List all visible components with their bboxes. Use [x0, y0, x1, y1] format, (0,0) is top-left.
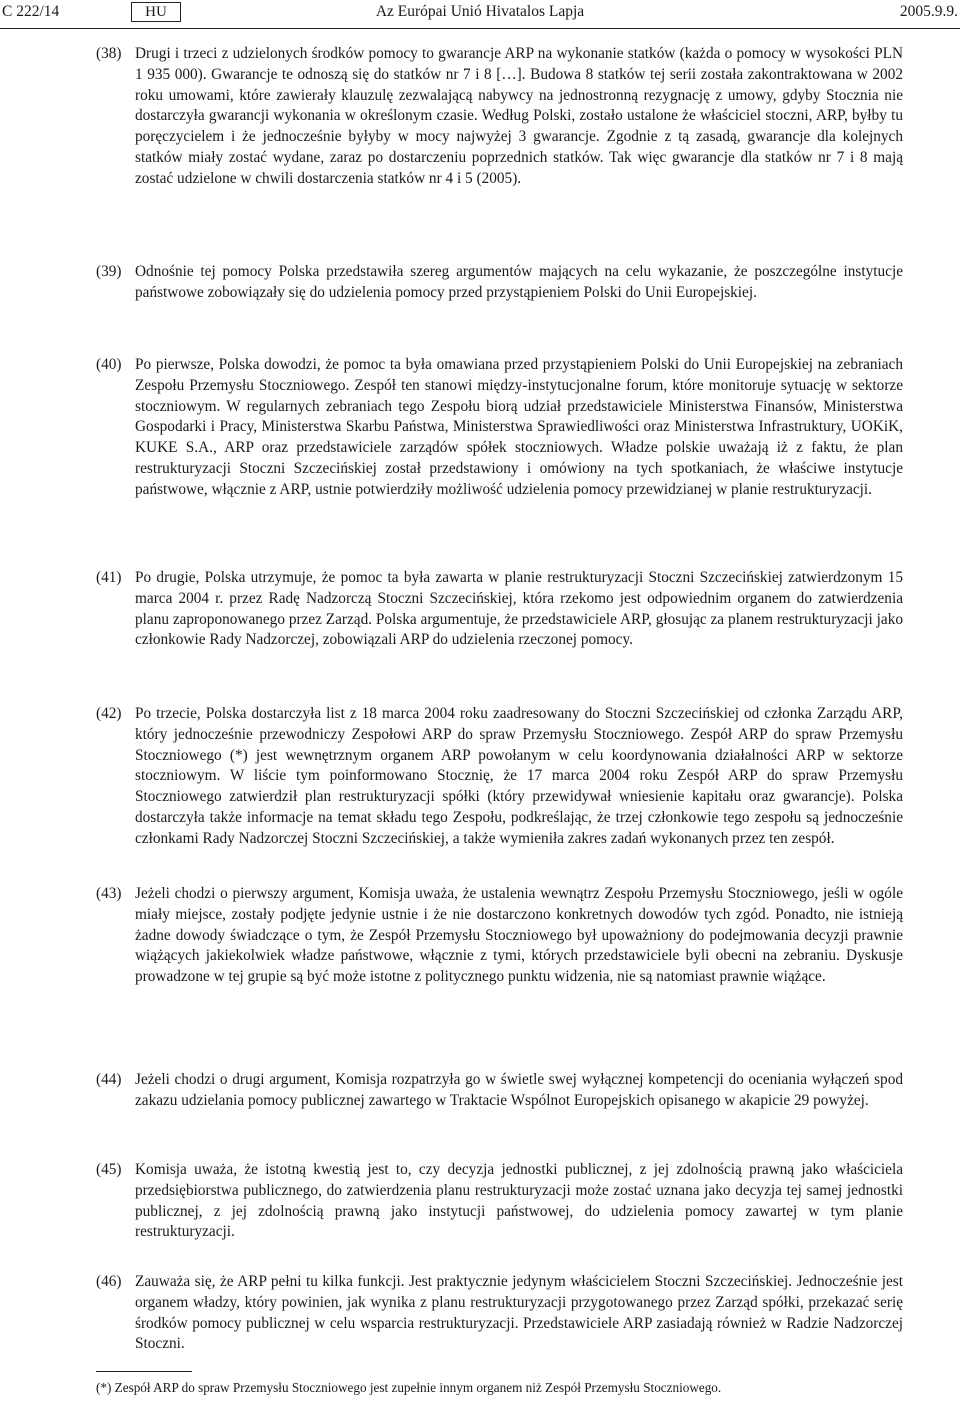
paragraph-number: (41)	[96, 569, 122, 586]
paragraph-45	[96, 1160, 903, 1243]
paragraph-text: Jeżeli chodzi o drugi argument, Komisja rozpatrzyła go w świetle swej wyłącznej kompetencji do oceniania wyłączeń spod zakazu udzielania pomocy publicznej zawartego w Traktacie Wspólnot Europejskich opisanego w akapicie 29 powyżej.	[135, 1071, 903, 1109]
paragraph-39	[96, 262, 903, 304]
paragraph-number: (40)	[96, 356, 122, 373]
publication-date: 2005.9.9.	[899, 3, 958, 20]
paragraph-text: Odnośnie tej pomocy Polska przedstawiła szereg argumentów mających na celu wykazanie, że poszczególne instytucje państwowe zobowiązały się do udzielenia pomocy przed przystąpieniem Polski do Unii Europejskiej.	[135, 263, 903, 301]
paragraph-text: Po pierwsze, Polska dowodzi, że pomoc ta była omawiana przed przystąpieniem Polski do Unii Europejskiej na zebraniach Zespołu Przemysłu Stoczniowego. Zespół ten stanowi między-instytucjonalne forum, które monitoruje sytuację w sektorze stoczniowym. W regularnych zebraniach tego Zespołu biorą udział przedstawiciele Ministerstwa Finansów, Ministerstwa Gospodarki i Pracy, Ministerstwa Skarbu Państwa, Ministerstwa Sprawiedliwości oraz Ministerstwa Infrastruktury, UOKiK, KUKE S.A., ARP oraz przedstawiciele zarządów spółek stoczniowych. Władze polskie uważają iż z faktu, że plan restrukturyzacji Stoczni Szczecińskiej został przedstawiony i omówiony na tych spotkaniach, że właściwe instytucje państwowe, włącznie z ARP, ustnie potwierdziły możliwość udzielenia pomocy przewidzianej w planie restrukturyzacji.	[135, 356, 903, 498]
paragraph-number: (44)	[96, 1071, 122, 1088]
paragraph-number: (42)	[96, 705, 122, 722]
paragraph-text: Komisja uważa, że istotną kwestią jest to, czy decyzja jednostki publicznej, z jej zdolnością prawną jako właściciela przedsiębiorstwa publicznego, do zatwierdzenia planu restrukturyzacji może zostać uznana jako decyzja tej samej jednostki publicznej, z jej zdolnością prawną jako instytucji państwowej, do udzielenia pomocy zawartej w tym planie restrukturyzacji.	[135, 1161, 903, 1241]
paragraph-number: (45)	[96, 1161, 122, 1178]
paragraph-40	[96, 355, 903, 501]
paragraph-number: (46)	[96, 1273, 122, 1290]
paragraph-number: (43)	[96, 885, 122, 902]
paragraph-number: (39)	[96, 263, 122, 280]
paragraph-42	[96, 704, 903, 850]
language-badge: HU	[131, 2, 181, 22]
paragraph-46	[96, 1272, 903, 1355]
paragraph-number: (38)	[96, 45, 122, 62]
header-rule	[0, 28, 960, 29]
paragraph-41	[96, 568, 903, 651]
paragraph-38	[96, 44, 903, 190]
paragraph-43	[96, 884, 903, 988]
paragraph-text: Drugi i trzeci z udzielonych środków pomocy to gwarancje ARP na wykonanie statków (każda o pomocy w wysokości PLN 1 935 000). Gwarancje te odnoszą się do statków nr 7 i 8 […]. Budowa 8 statków tej serii została zakontraktowana w 2002 roku umowami, które zawierały klauzulę zezwalającą nabywcy na jednostronną rezygnację z umowy, gdyby Stocznia nie dostarczyła gwarancji wykonania w określonym czasie. Według Polski, zostało ustalone że właściciel stoczni, ARP, byłby tu poręczycielem i że jednocześnie byłyby w mocy najwyżej 3 gwarancje. Zgodnie z tą zasadą, gwarancje dla kolejnych statków miały zostać wydane, zaraz po dostarczeniu poprzednich statków. Tak więc gwarancje dla statków nr 7 i 8 mają zostać udzielone w chwili dostarczenia statków nr 4 i 5 (2005).	[135, 45, 903, 187]
journal-title: Az Európai Unió Hivatalos Lapja	[375, 3, 585, 20]
paragraph-text: Po trzecie, Polska dostarczyła list z 18 marca 2004 roku zaadresowany do Stoczni Szczecińskiej od członka Zarządu ARP, który jednocześnie przewodniczy Zespołowi ARP do spraw Przemysłu Stoczniowego. Zespół ARP do spraw Przemysłu Stoczniowego (*) jest wewnętrznym organem ARP powołanym w celu koordynowania działalności ARP w sektorze stoczniowym. W liście tym poinformowano Stocznię, że 17 marca 2004 roku Zespół ARP do spraw Przemysłu Stoczniowego zatwierdził plan restrukturyzacji spółki (który przewidywał wniesienie kapitału oraz gwarancje). Polska dostarczyła także informacje na temat składu tego Zespołu, podkreślając, że trzej członkowie tego zespołu są jednocześnie członkami Rady Nadzorczej Stoczni Szczecińskiej, a także wymieniła zakres zadań wykonanych przez ten zespół.	[135, 705, 903, 847]
paragraph-text: Jeżeli chodzi o pierwszy argument, Komisja uważa, że ustalenia wewnątrz Zespołu Przemysłu Stoczniowego, jeśli w ogóle miały miejsce, zostały podjęte jedynie ustnie i że nie dostarczono konkretnych dowodów tych zgód. Ponadto, nie istnieją żadne dowody świadczące o tym, że Zespół Przemysłu Stoczniowego był upoważniony do podejmowania decyzji prawnie wiążących jakiekolwiek władze państwowe, włącznie z tymi, których przedstawiciele byli obecni na zebraniu. Dyskusje prowadzone w tej grupie są być może istotne z politycznego punktu widzenia, nie są natomiast prawnie wiążące.	[135, 885, 903, 986]
paragraph-text: Zauważa się, że ARP pełni tu kilka funkcji. Jest praktycznie jedynym właścicielem Stoczni Szczecińskiej. Jednocześnie jest organem władzy, który powinien, jak wynika z planu restrukturyzacji przygotowanego przez Zarząd spółki, przekazać serię środków pomocy publicznej w celu wsparcia restrukturyzacji. Przedstawiciele ARP zasiadają również w Radzie Nadzorczej Stoczni.	[135, 1273, 903, 1353]
footnote: (*) Zespół ARP do spraw Przemysłu Stoczniowego jest zupełnie innym organem niż Zespół Przemysłu Stoczniowego.	[96, 1380, 722, 1395]
footnote-rule	[96, 1371, 192, 1372]
paragraph-text: Po drugie, Polska utrzymuje, że pomoc ta była zawarta w planie restrukturyzacji Stoczni Szczecińskiej zatwierdzonym 15 marca 2004 r. przez Radę Nadzorczą Stoczni Szczecińskiej, która rzekomo jest odpowiednim organem do zatwierdzenia planu zaproponowanego przez Zarząd. Polska argumentuje, że przedstawiciele ARP, głosując za planem restrukturyzacji jako członkowie Rady Nadzorczej, zobowiązali ARP do udzielenia rzeczonej pomocy.	[135, 569, 903, 649]
paragraph-44	[96, 1070, 903, 1112]
page-reference: C 222/14	[2, 3, 60, 20]
